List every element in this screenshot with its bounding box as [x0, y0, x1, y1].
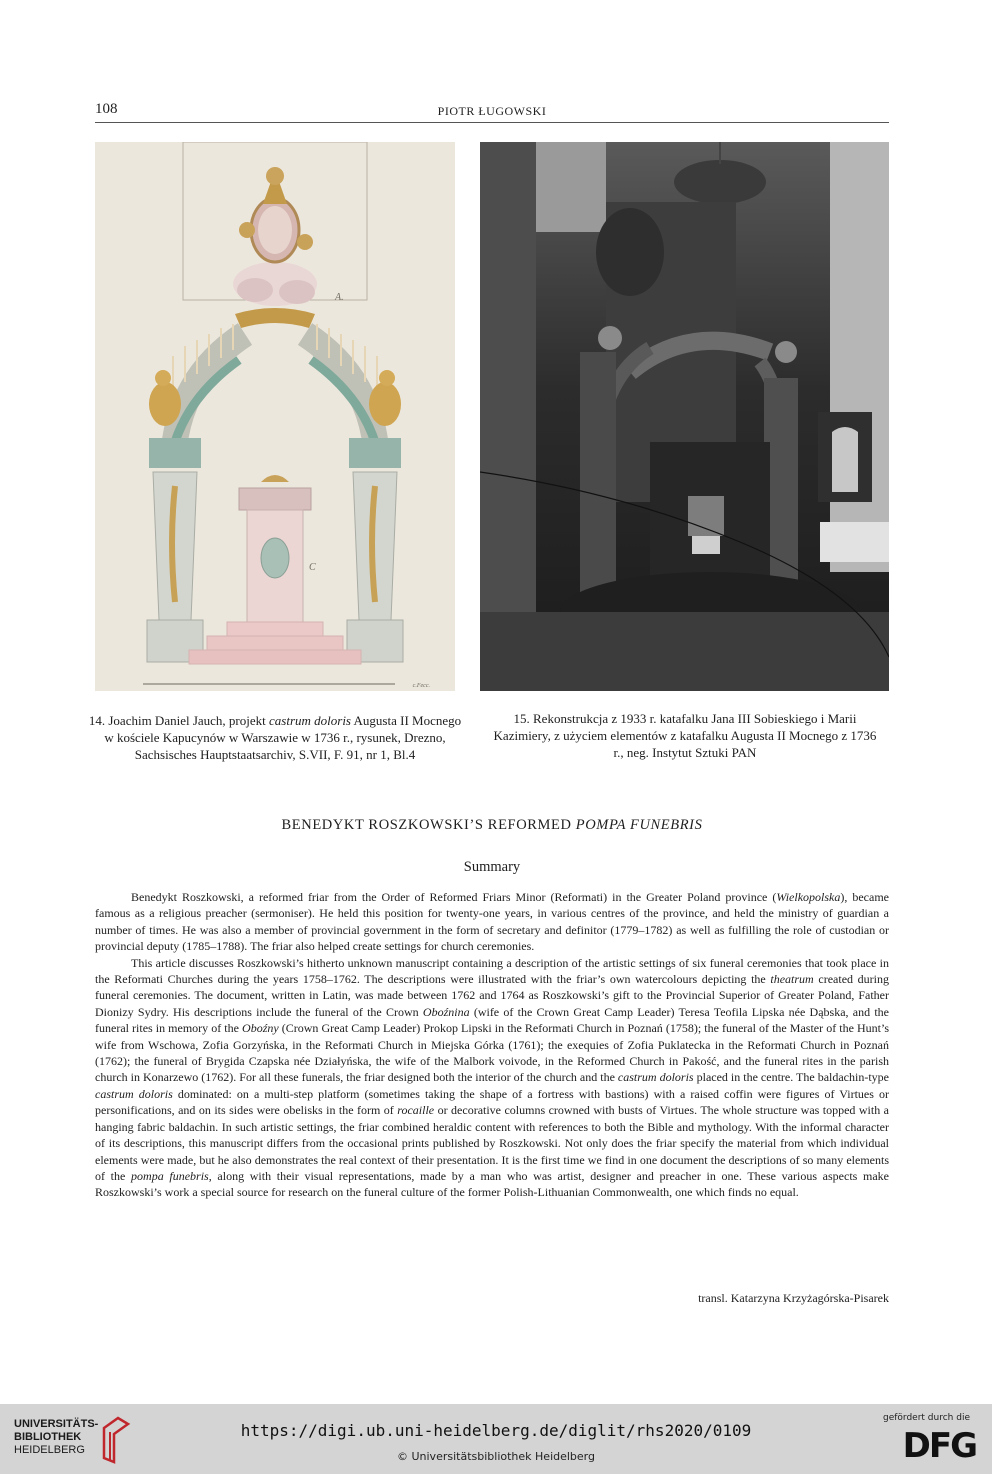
italic-run: POMPA FUNEBRIS — [575, 817, 703, 833]
svg-text:c.Fecc.: c.Fecc. — [412, 683, 430, 689]
dfg-logo[interactable]: DFG — [902, 1426, 976, 1466]
article-title: BENEDYKT ROSZKOWSKI’S REFORMED POMPA FUNEBRIS — [281, 817, 703, 833]
article-subtitle: Summary — [463, 859, 521, 875]
library-name-line: HEIDELBERG — [14, 1444, 85, 1456]
copyright-notice: © Universitätsbibliothek Heidelberg — [396, 1450, 595, 1463]
paragraph: This article discusses Roszkowski’s hitherto unknown manuscript containing a description of the artistic settings of six funeral ceremonies that took place in the Reformati Churches during the years 1758–1762. The descriptions were illustrated with the friar’s own watercolours depicting the theatrum created during funeral ceremonies. The document, written in Latin, was made between 1762 and 1764 as Roszkowski’s gift to the Provincial Superior of Greater Poland, Father Dionizy Sydry. His descriptions include the funeral of the Crown Oboźnina (wife of the Crown Great Camp Leader) Teresa Teofila Lipska née Dąbska, and the funeral rites in memory of the Oboźny (Crown Great Camp Leader) Prokop Lipski in the Reformati Church in Poznań (1758); the funeral of the Master of the Hunt’s wife from Wschowa, Zofia Gorzyńska, in the Reformati Church in Miejska Górka (1761); the exequies of Zofia Puklatecka in the Reformati Church in Poznań (1762); the funeral of Brygida Czapska née Działyńska, the wife of the Malbork voivode, in the Reformed Church in Pakość, and the funeral rites in the parish church in Konarzewo (1762). For all these funerals, the friar designed both the interior of the church and the castrum doloris placed in the centre. The baldachin-type castrum doloris dominated: on a multi-step platform (sometimes taking the shape of a fortress with bastions) with a raised coffin were figures of Virtues or personifications, and on its sides were obelisks in the form of rocaille or decorative columns crowned with busts of Virtues. The whole structure was topped with a hanging fabric baldachin. In such artistic settings, the friar combined heraldic content with references to both the Bible and mythology. With the informal character of its descriptions, this manuscript differs from the occasional prints published by Roszkowski. Not only does the friar specify the material from which individual elements were made, but he also demonstrates the real context of their presentation. It is the first time we find in one document the descriptions of so many elements of the pompa funebris, along with their visual representations, made by a man who was artist, designer and preacher in one. These various aspects make Roszkowski’s work a special source for research on the funeral culture of the former Polish-Lithuanian Commonwealth, one which finds no equal. — [95, 955, 890, 1200]
italic-run: Oboźnina — [422, 1004, 470, 1019]
footer-bar — [0, 1404, 992, 1474]
italic-run: theatrum — [770, 972, 814, 987]
running-header-author: PIOTR ŁUGOWSKI — [437, 104, 547, 118]
article-body — [95, 889, 889, 1201]
paragraph: Benedykt Roszkowski, a reformed friar from the Order of Reformed Friars Minor (Reformati) in the Greater Poland province (Wielkopolska), became famous as a religious preacher (sermoniser). He held this position for twenty-one years, in various centres of the province, and held the ministry of guardian a number of times. He was also a member of provincial government in the form of secretary and definitor (1779–1782) as well as fulfilling the role of custodian or provincial deputy (1785–1788). The friar also helped create settings for church ceremonies. — [95, 890, 889, 954]
library-name-line: BIBLIOTHEK — [14, 1431, 82, 1443]
permalink-url[interactable]: https://digi.ub.uni-heidelberg.de/diglit/rhs2020/0109 — [240, 1421, 752, 1440]
figure-15-caption: 15. Rekonstrukcja z 1933 r. katafalku Jana III Sobieskiego i Marii Kazimiery, z użyciem elementów z katafalku Augusta II Mocnego z 1736 r., neg. Instytut Sztuki PAN — [493, 711, 877, 760]
figure-14-drawing — [95, 142, 455, 691]
page-number: 108 — [95, 101, 118, 117]
italic-run: castrum doloris — [617, 1070, 694, 1085]
italic-run: castrum doloris — [95, 1086, 173, 1101]
figure-14-caption: 14. Joachim Daniel Jauch, projekt castrum doloris Augusta II Mocnego w kościele Kapucynów w Warszawie w 1736 r., rysunek, Drezno, Sachsisches Hauptstaatsarchiv, S.VII, F. 91, nr 1, Bl.4 — [88, 713, 462, 762]
italic-run: pompa funebris — [131, 1168, 209, 1183]
funder-label: gefördert durch die — [883, 1413, 970, 1423]
italic-run: castrum doloris — [269, 713, 351, 728]
translator-credit: transl. Katarzyna Krzyżagórska-Pisarek — [698, 1291, 889, 1305]
figure-14-svg — [95, 142, 455, 691]
figure-15-svg — [480, 142, 889, 691]
italic-run: Oboźny — [242, 1021, 279, 1036]
drawing-label-c: C — [309, 562, 316, 573]
italic-run: rocaille — [397, 1103, 435, 1118]
running-header — [95, 100, 889, 123]
figure-15-photo — [480, 142, 889, 691]
library-name-line: UNIVERSITÄTS- — [14, 1418, 99, 1430]
italic-run: Wielkopolska — [776, 890, 841, 904]
drawing-label-a: A. — [335, 292, 344, 303]
